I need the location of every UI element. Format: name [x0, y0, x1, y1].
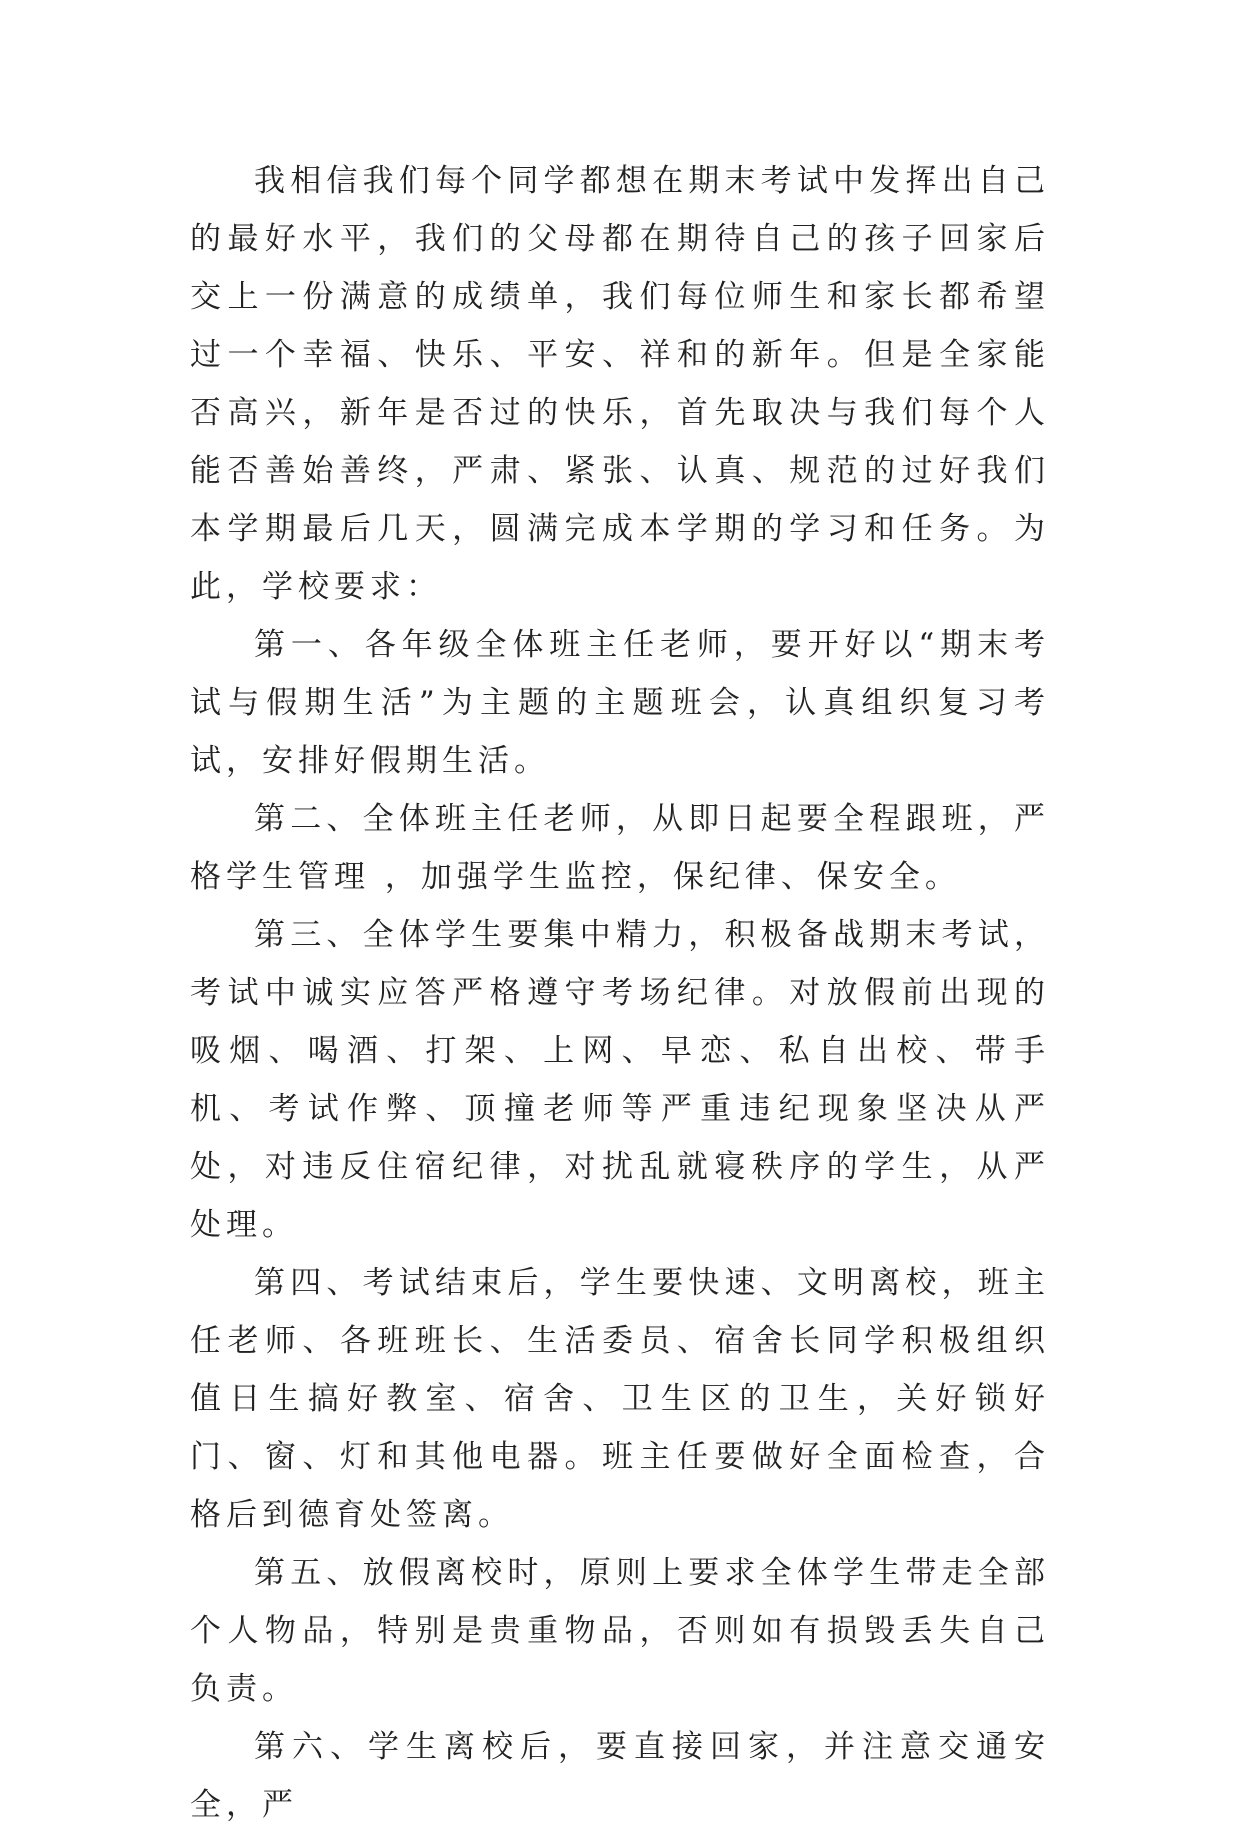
paragraph-item-3: 第三、全体学生要集中精力，积极备战期末考试，考试中诚实应答严格遵守考场纪律。对放假前出现的吸烟、喝酒、打架、上网、早恋、私自出校、带手机、考试作弊、顶撞老师等严重违纪现象坚决从严处，对违反住宿纪律，对扰乱就寝秩序的学生，从严处理。 [190, 917, 1050, 1243]
paragraph-intro: 我相信我们每个同学都想在期末考试中发挥出自己的最好水平，我们的父母都在期待自己的孩子回家后交上一份满意的成绩单，我们每位师生和家长都希望过一个幸福、快乐、平安、祥和的新年。但是全家能否高兴，新年是否过的快乐，首先取决与我们每个人能否善始善终，严肃、紧张、认真、规范的过好我们本学期最后几天，圆满完成本学期的学习和任务。为此，学校要求： [190, 163, 1050, 605]
document-body [190, 152, 1050, 1834]
paragraph-item-2: 第二、全体班主任老师，从即日起要全程跟班，严格学生管理 ，加强学生监控，保纪律、保安全。 [190, 801, 1050, 895]
paragraph-item-1: 第一、各年级全体班主任老师，要开好以“期末考试与假期生活”为主题的主题班会，认真组织复习考试，安排好假期生活。 [190, 627, 1050, 779]
paragraph-item-4: 第四、考试结束后，学生要快速、文明离校，班主任老师、各班班长、生活委员、宿舍长同学积极组织值日生搞好教室、宿舍、卫生区的卫生，关好锁好门、窗、灯和其他电器。班主任要做好全面检查，合格后到德育处签离。 [190, 1265, 1050, 1533]
paragraph-item-5: 第五、放假离校时，原则上要求全体学生带走全部个人物品，特别是贵重物品，否则如有损毁丢失自己负责。 [190, 1555, 1050, 1707]
paragraph-item-6: 第六、学生离校后，要直接回家，并注意交通安全，严 [190, 1729, 1050, 1823]
